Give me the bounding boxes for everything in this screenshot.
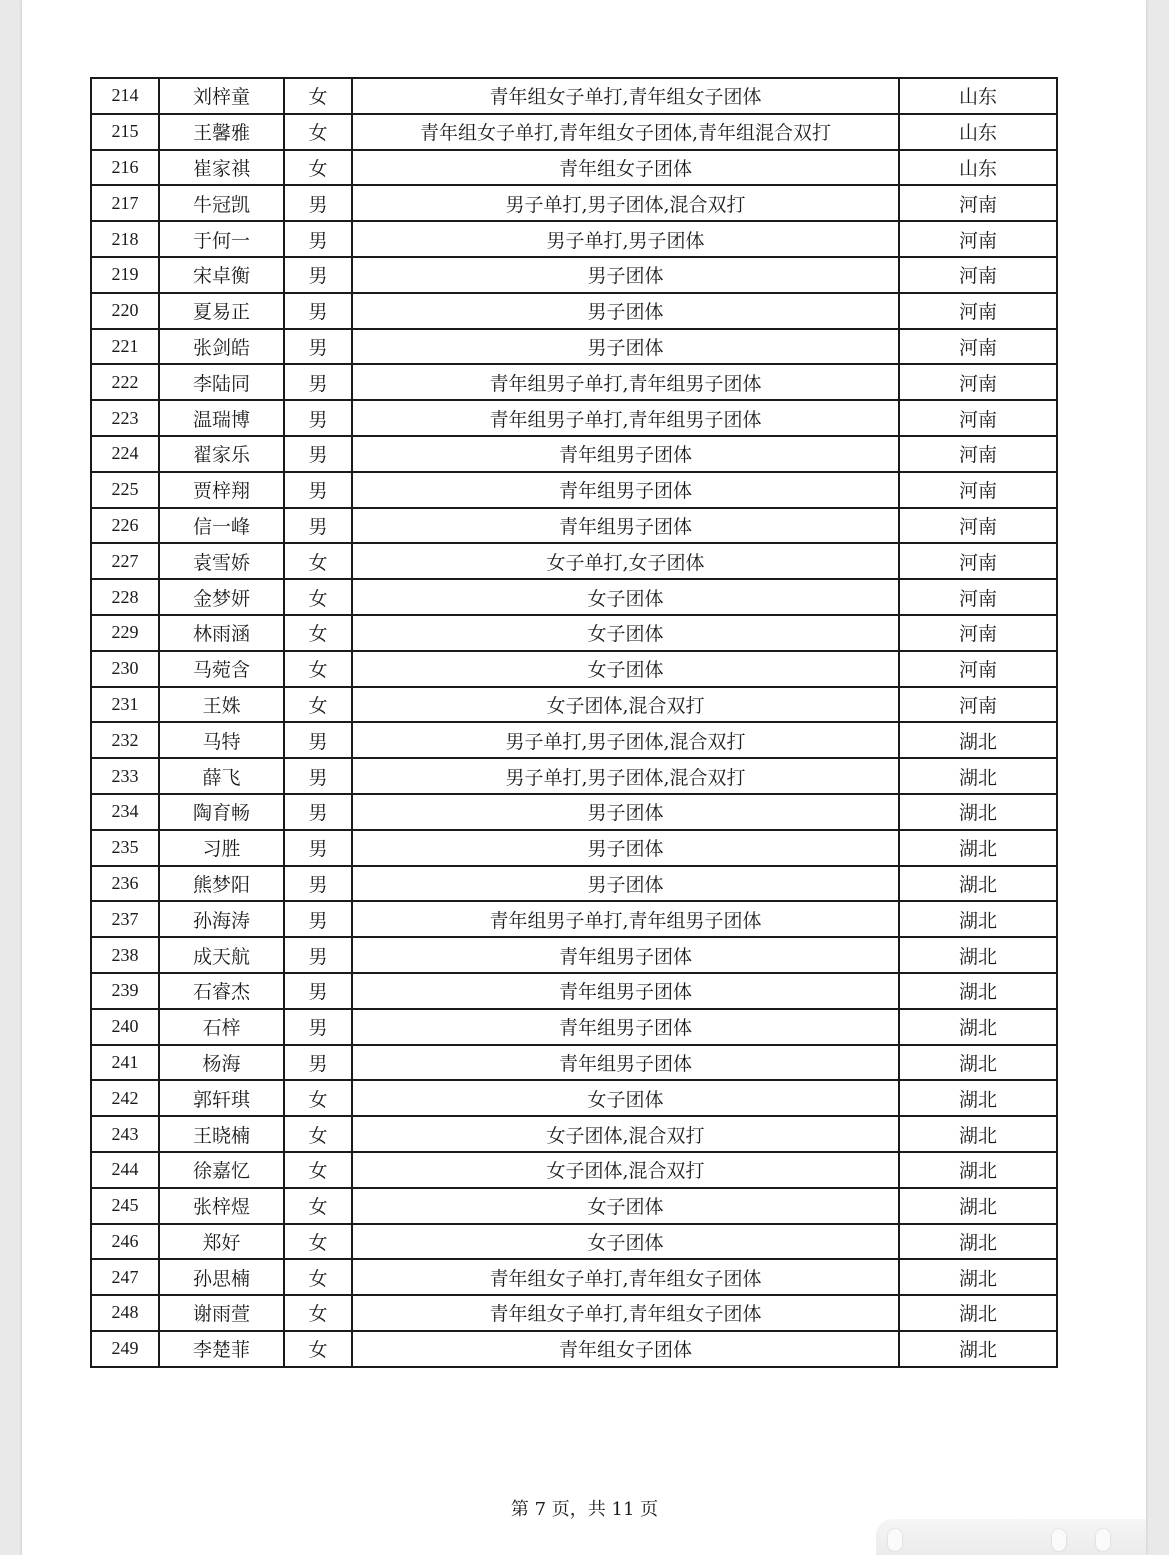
athlete-name-cell: 成天航 (159, 937, 284, 973)
athlete-province-cell: 湖北 (899, 937, 1057, 973)
athlete-gender-cell: 女 (284, 1295, 352, 1331)
athlete-name-cell: 王晓楠 (159, 1116, 284, 1152)
athlete-name-cell: 薛飞 (159, 758, 284, 794)
athlete-province-cell: 河南 (899, 436, 1057, 472)
athlete-name-cell: 郭轩琪 (159, 1080, 284, 1116)
athlete-gender-cell: 男 (284, 1009, 352, 1045)
athlete-province-cell: 河南 (899, 579, 1057, 615)
athlete-name-cell: 崔家祺 (159, 150, 284, 186)
athlete-events-cell: 女子团体,混合双打 (352, 687, 899, 723)
athlete-events-cell: 青年组女子单打,青年组女子团体,青年组混合双打 (352, 114, 899, 150)
athlete-name-cell: 温瑞博 (159, 400, 284, 436)
athlete-number-cell: 249 (91, 1331, 159, 1367)
athlete-gender-cell: 女 (284, 1152, 352, 1188)
table-row (91, 436, 1057, 472)
athlete-province-cell: 湖北 (899, 1295, 1057, 1331)
athlete-province-cell: 湖北 (899, 1152, 1057, 1188)
table-row (91, 1045, 1057, 1081)
athlete-gender-cell: 男 (284, 185, 352, 221)
table-row (91, 1116, 1057, 1152)
table-row (91, 1295, 1057, 1331)
athlete-gender-cell: 女 (284, 1188, 352, 1224)
athlete-events-cell: 女子团体 (352, 1188, 899, 1224)
athlete-name-cell: 杨海 (159, 1045, 284, 1081)
athlete-number-cell: 231 (91, 687, 159, 723)
athlete-number-cell: 217 (91, 185, 159, 221)
athlete-gender-cell: 女 (284, 579, 352, 615)
athlete-events-cell: 男子团体 (352, 257, 899, 293)
athlete-number-cell: 238 (91, 937, 159, 973)
table-row (91, 364, 1057, 400)
athlete-number-cell: 223 (91, 400, 159, 436)
athlete-name-cell: 于何一 (159, 221, 284, 257)
athlete-events-cell: 青年组男子团体 (352, 937, 899, 973)
athlete-gender-cell: 男 (284, 1045, 352, 1081)
athlete-gender-cell: 女 (284, 651, 352, 687)
athlete-events-cell: 青年组男子团体 (352, 1009, 899, 1045)
athlete-events-cell: 青年组女子单打,青年组女子团体 (352, 1259, 899, 1295)
athlete-province-cell: 湖北 (899, 1331, 1057, 1367)
athlete-gender-cell: 男 (284, 436, 352, 472)
athlete-events-cell: 男子团体 (352, 830, 899, 866)
athlete-gender-cell: 男 (284, 830, 352, 866)
athlete-name-cell: 郑好 (159, 1224, 284, 1260)
athlete-province-cell: 河南 (899, 615, 1057, 651)
athlete-number-cell: 241 (91, 1045, 159, 1081)
table-row (91, 185, 1057, 221)
athlete-gender-cell: 男 (284, 508, 352, 544)
athlete-number-cell: 243 (91, 1116, 159, 1152)
athlete-number-cell: 229 (91, 615, 159, 651)
athlete-province-cell: 河南 (899, 221, 1057, 257)
athlete-number-cell: 236 (91, 866, 159, 902)
athlete-events-cell: 青年组女子单打,青年组女子团体 (352, 78, 899, 114)
table-row (91, 329, 1057, 365)
athlete-gender-cell: 男 (284, 937, 352, 973)
athlete-name-cell: 贾梓翔 (159, 472, 284, 508)
athlete-name-cell: 石梓 (159, 1009, 284, 1045)
table-row (91, 114, 1057, 150)
athlete-number-cell: 222 (91, 364, 159, 400)
athlete-province-cell: 湖北 (899, 1116, 1057, 1152)
athlete-events-cell: 女子单打,女子团体 (352, 543, 899, 579)
athlete-gender-cell: 女 (284, 114, 352, 150)
athlete-events-cell: 青年组男子单打,青年组男子团体 (352, 400, 899, 436)
table-row (91, 543, 1057, 579)
table-row (91, 150, 1057, 186)
athlete-name-cell: 孙思楠 (159, 1259, 284, 1295)
athlete-name-cell: 金梦妍 (159, 579, 284, 615)
athlete-province-cell: 河南 (899, 293, 1057, 329)
athlete-name-cell: 孙海涛 (159, 901, 284, 937)
athlete-province-cell: 湖北 (899, 830, 1057, 866)
athlete-gender-cell: 男 (284, 866, 352, 902)
athlete-events-cell: 青年组男子团体 (352, 1045, 899, 1081)
athlete-events-cell: 青年组男子单打,青年组男子团体 (352, 364, 899, 400)
athlete-number-cell: 248 (91, 1295, 159, 1331)
athlete-number-cell: 232 (91, 722, 159, 758)
athlete-province-cell: 河南 (899, 687, 1057, 723)
athlete-name-cell: 熊梦阳 (159, 866, 284, 902)
athlete-province-cell: 湖北 (899, 722, 1057, 758)
scroll-handle-icon[interactable] (888, 1529, 902, 1551)
athlete-province-cell: 河南 (899, 651, 1057, 687)
athlete-name-cell: 谢雨萱 (159, 1295, 284, 1331)
athlete-events-cell: 青年组女子团体 (352, 150, 899, 186)
athlete-province-cell: 山东 (899, 78, 1057, 114)
athlete-name-cell: 李楚菲 (159, 1331, 284, 1367)
table-row (91, 579, 1057, 615)
athlete-events-cell: 男子团体 (352, 866, 899, 902)
table-row (91, 1224, 1057, 1260)
athlete-gender-cell: 男 (284, 722, 352, 758)
athlete-gender-cell: 男 (284, 901, 352, 937)
table-row (91, 257, 1057, 293)
athlete-events-cell: 青年组男子团体 (352, 472, 899, 508)
athlete-number-cell: 216 (91, 150, 159, 186)
table-row (91, 901, 1057, 937)
athlete-number-cell: 244 (91, 1152, 159, 1188)
athlete-events-cell: 男子单打,男子团体,混合双打 (352, 722, 899, 758)
athlete-gender-cell: 女 (284, 687, 352, 723)
athlete-number-cell: 237 (91, 901, 159, 937)
athlete-name-cell: 牛冠凯 (159, 185, 284, 221)
athlete-events-cell: 男子单打,男子团体,混合双打 (352, 758, 899, 794)
athlete-name-cell: 信一峰 (159, 508, 284, 544)
athlete-gender-cell: 男 (284, 758, 352, 794)
athlete-number-cell: 247 (91, 1259, 159, 1295)
athlete-gender-cell: 男 (284, 329, 352, 365)
athlete-number-cell: 221 (91, 329, 159, 365)
athlete-name-cell: 习胜 (159, 830, 284, 866)
athlete-number-cell: 242 (91, 1080, 159, 1116)
athlete-name-cell: 马特 (159, 722, 284, 758)
table-row (91, 508, 1057, 544)
athlete-name-cell: 袁雪娇 (159, 543, 284, 579)
athlete-province-cell: 河南 (899, 329, 1057, 365)
athlete-events-cell: 女子团体 (352, 651, 899, 687)
athlete-gender-cell: 男 (284, 257, 352, 293)
athlete-events-cell: 男子团体 (352, 794, 899, 830)
table-row (91, 866, 1057, 902)
athlete-events-cell: 男子单打,男子团体 (352, 221, 899, 257)
athlete-province-cell: 河南 (899, 543, 1057, 579)
athlete-province-cell: 河南 (899, 185, 1057, 221)
athlete-events-cell: 女子团体 (352, 1224, 899, 1260)
table-row (91, 221, 1057, 257)
athlete-gender-cell: 男 (284, 221, 352, 257)
athlete-name-cell: 张剑皓 (159, 329, 284, 365)
athlete-number-cell: 234 (91, 794, 159, 830)
athlete-gender-cell: 女 (284, 150, 352, 186)
athlete-number-cell: 215 (91, 114, 159, 150)
table-row (91, 937, 1057, 973)
athlete-name-cell: 宋卓衡 (159, 257, 284, 293)
athlete-province-cell: 湖北 (899, 1045, 1057, 1081)
roster-body (91, 78, 1057, 1367)
athlete-name-cell: 徐嘉忆 (159, 1152, 284, 1188)
athlete-gender-cell: 女 (284, 1080, 352, 1116)
athlete-events-cell: 青年组男子团体 (352, 973, 899, 1009)
athlete-number-cell: 219 (91, 257, 159, 293)
page-scroll-indicator[interactable] (876, 1519, 1146, 1555)
athlete-number-cell: 240 (91, 1009, 159, 1045)
athlete-events-cell: 女子团体 (352, 579, 899, 615)
athlete-events-cell: 青年组女子单打,青年组女子团体 (352, 1295, 899, 1331)
athlete-events-cell: 青年组男子团体 (352, 436, 899, 472)
athlete-province-cell: 湖北 (899, 1224, 1057, 1260)
athlete-number-cell: 245 (91, 1188, 159, 1224)
athlete-name-cell: 陶育畅 (159, 794, 284, 830)
athlete-province-cell: 湖北 (899, 901, 1057, 937)
athlete-name-cell: 夏易正 (159, 293, 284, 329)
athlete-province-cell: 湖北 (899, 973, 1057, 1009)
scroll-handle-icon[interactable] (1096, 1529, 1110, 1551)
athlete-number-cell: 220 (91, 293, 159, 329)
athlete-gender-cell: 男 (284, 400, 352, 436)
table-row (91, 1259, 1057, 1295)
athlete-province-cell: 河南 (899, 472, 1057, 508)
page-number-footer: 第 7 页，共 11 页 (510, 1499, 659, 1520)
table-row (91, 472, 1057, 508)
athlete-province-cell: 湖北 (899, 758, 1057, 794)
athlete-gender-cell: 女 (284, 615, 352, 651)
athlete-events-cell: 男子团体 (352, 293, 899, 329)
athlete-events-cell: 女子团体,混合双打 (352, 1116, 899, 1152)
athlete-province-cell: 湖北 (899, 1080, 1057, 1116)
athlete-name-cell: 王馨雅 (159, 114, 284, 150)
athlete-name-cell: 马菀含 (159, 651, 284, 687)
table-row (91, 722, 1057, 758)
table-row (91, 78, 1057, 114)
athlete-number-cell: 225 (91, 472, 159, 508)
scroll-handle-icon[interactable] (1052, 1529, 1066, 1551)
athlete-province-cell: 河南 (899, 400, 1057, 436)
table-row (91, 1009, 1057, 1045)
athlete-gender-cell: 男 (284, 472, 352, 508)
table-row (91, 687, 1057, 723)
athlete-number-cell: 224 (91, 436, 159, 472)
athlete-province-cell: 湖北 (899, 1009, 1057, 1045)
table-row (91, 1152, 1057, 1188)
athlete-province-cell: 山东 (899, 114, 1057, 150)
table-row (91, 973, 1057, 1009)
athlete-name-cell: 翟家乐 (159, 436, 284, 472)
athlete-name-cell: 王姝 (159, 687, 284, 723)
athlete-gender-cell: 男 (284, 364, 352, 400)
athlete-province-cell: 河南 (899, 364, 1057, 400)
athlete-name-cell: 刘梓童 (159, 78, 284, 114)
athlete-gender-cell: 女 (284, 1224, 352, 1260)
table-row (91, 1188, 1057, 1224)
athlete-events-cell: 女子团体 (352, 615, 899, 651)
athlete-events-cell: 女子团体,混合双打 (352, 1152, 899, 1188)
athlete-name-cell: 张梓煜 (159, 1188, 284, 1224)
athlete-gender-cell: 女 (284, 1259, 352, 1295)
athlete-number-cell: 227 (91, 543, 159, 579)
athlete-number-cell: 230 (91, 651, 159, 687)
athlete-roster-table (90, 77, 1058, 1368)
athlete-events-cell: 男子团体 (352, 329, 899, 365)
table-row (91, 1080, 1057, 1116)
table-row (91, 651, 1057, 687)
table-row (91, 758, 1057, 794)
athlete-number-cell: 226 (91, 508, 159, 544)
athlete-gender-cell: 女 (284, 543, 352, 579)
athlete-province-cell: 山东 (899, 150, 1057, 186)
athlete-province-cell: 湖北 (899, 794, 1057, 830)
athlete-name-cell: 石睿杰 (159, 973, 284, 1009)
athlete-events-cell: 男子单打,男子团体,混合双打 (352, 185, 899, 221)
athlete-name-cell: 林雨涵 (159, 615, 284, 651)
athlete-gender-cell: 男 (284, 973, 352, 1009)
table-row (91, 615, 1057, 651)
athlete-number-cell: 214 (91, 78, 159, 114)
athlete-province-cell: 湖北 (899, 1188, 1057, 1224)
table-row (91, 794, 1057, 830)
table-row (91, 830, 1057, 866)
athlete-number-cell: 218 (91, 221, 159, 257)
athlete-events-cell: 青年组女子团体 (352, 1331, 899, 1367)
athlete-number-cell: 239 (91, 973, 159, 1009)
athlete-number-cell: 233 (91, 758, 159, 794)
athlete-name-cell: 李陆同 (159, 364, 284, 400)
athlete-number-cell: 246 (91, 1224, 159, 1260)
athlete-number-cell: 235 (91, 830, 159, 866)
athlete-gender-cell: 女 (284, 78, 352, 114)
athlete-gender-cell: 男 (284, 293, 352, 329)
athlete-number-cell: 228 (91, 579, 159, 615)
athlete-province-cell: 湖北 (899, 1259, 1057, 1295)
athlete-events-cell: 青年组男子单打,青年组男子团体 (352, 901, 899, 937)
athlete-province-cell: 河南 (899, 257, 1057, 293)
athlete-province-cell: 湖北 (899, 866, 1057, 902)
athlete-events-cell: 青年组男子团体 (352, 508, 899, 544)
table-row (91, 1331, 1057, 1367)
athlete-province-cell: 河南 (899, 508, 1057, 544)
athlete-events-cell: 女子团体 (352, 1080, 899, 1116)
athlete-gender-cell: 男 (284, 794, 352, 830)
athlete-gender-cell: 女 (284, 1116, 352, 1152)
table-row (91, 293, 1057, 329)
athlete-gender-cell: 女 (284, 1331, 352, 1367)
table-row (91, 400, 1057, 436)
